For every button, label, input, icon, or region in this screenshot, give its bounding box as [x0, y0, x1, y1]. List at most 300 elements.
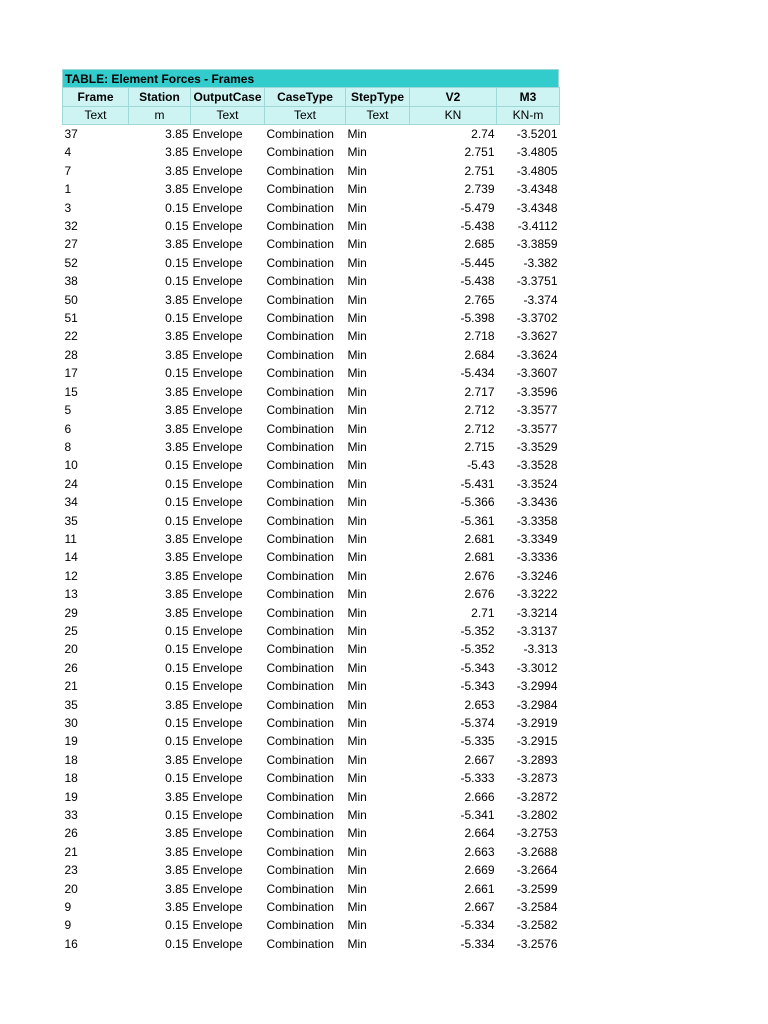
v2-cell: 2.667 [464, 900, 495, 915]
output-case-cell: Envelope [192, 513, 243, 528]
frame-cell: 50 [64, 292, 78, 307]
step-type-cell: Min [347, 550, 367, 565]
station-cell: 3.85 [165, 329, 189, 344]
station-cell: 3.85 [165, 881, 189, 896]
station-cell: 3.85 [165, 163, 189, 178]
station-cell: 0.15 [165, 495, 189, 510]
m3-cell: -3.3358 [516, 513, 558, 528]
v2-cell: -5.361 [460, 513, 495, 528]
v2-cell: 2.751 [464, 163, 495, 178]
output-case-cell: Envelope [192, 550, 243, 565]
step-type-cell: Min [347, 513, 367, 528]
step-type-cell: Min [347, 145, 367, 160]
step-type-cell: Min [347, 458, 367, 473]
table-row [63, 824, 560, 842]
output-case-cell: Envelope [192, 495, 243, 510]
case-type-cell: Combination [266, 918, 334, 933]
step-type-cell: Min [347, 642, 367, 657]
case-type-cell: Combination [266, 384, 334, 399]
m3-cell: -3.4348 [516, 182, 558, 197]
frame-cell: 28 [64, 347, 78, 362]
m3-cell: -3.3751 [516, 274, 558, 289]
station-cell: 0.15 [165, 311, 189, 326]
m3-cell: -3.374 [523, 292, 558, 307]
output-case-cell: Envelope [192, 458, 243, 473]
v2-cell: -5.434 [460, 366, 495, 381]
frame-cell: 9 [64, 918, 72, 933]
frame-cell: 26 [64, 826, 78, 841]
m3-cell: -3.3859 [516, 237, 558, 252]
case-type-cell: Combination [266, 808, 334, 823]
m3-cell: -3.3577 [516, 403, 558, 418]
table-row [63, 751, 560, 769]
frame-cell: 13 [64, 587, 78, 602]
v2-cell: -5.334 [460, 918, 495, 933]
v2-cell: 2.717 [464, 384, 495, 399]
step-type-cell: Min [347, 347, 367, 362]
output-case-cell: Envelope [192, 918, 243, 933]
output-case-cell: Envelope [192, 274, 243, 289]
station-cell: 0.15 [165, 679, 189, 694]
frame-cell: 25 [64, 623, 78, 638]
units-row [63, 107, 560, 125]
case-type-cell: Combination [266, 936, 334, 951]
output-case-cell: Envelope [192, 421, 243, 436]
m3-cell: -3.5201 [516, 127, 558, 141]
output-case-cell: Envelope [192, 789, 243, 804]
v2-cell: 2.765 [464, 292, 495, 307]
station-cell: 3.85 [165, 789, 189, 804]
v2-cell: -5.374 [460, 716, 495, 730]
case-type-cell: Combination [266, 587, 334, 602]
header-output-case: OutputCase [191, 88, 265, 107]
m3-cell: -3.3702 [516, 311, 558, 326]
step-type-cell: Min [347, 752, 367, 767]
table-row [63, 714, 560, 732]
frame-cell: 12 [64, 568, 78, 583]
output-case-cell: Envelope [192, 182, 243, 197]
station-cell: 3.85 [165, 531, 189, 546]
step-type-cell: Min [347, 863, 367, 878]
frame-cell: 19 [64, 734, 78, 749]
frame-cell: 35 [64, 513, 78, 528]
v2-cell: -5.343 [460, 660, 495, 675]
table-row [63, 696, 560, 714]
table-row [63, 567, 560, 585]
m3-cell: -3.2582 [516, 918, 558, 933]
frame-cell: 18 [64, 752, 78, 767]
v2-cell: 2.667 [464, 752, 495, 767]
m3-cell: -3.4805 [516, 145, 558, 160]
v2-cell: 2.71 [471, 605, 495, 620]
output-case-cell: Envelope [192, 200, 243, 215]
v2-cell: 2.712 [464, 403, 495, 418]
output-case-cell: Envelope [192, 403, 243, 418]
case-type-cell: Combination [266, 697, 334, 712]
v2-cell: -5.333 [460, 771, 495, 786]
station-cell: 0.15 [165, 660, 189, 675]
m3-cell: -3.3607 [516, 366, 558, 381]
step-type-cell: Min [347, 808, 367, 823]
frame-cell: 4 [64, 145, 72, 160]
v2-cell: 2.751 [464, 145, 495, 160]
station-cell: 3.85 [165, 384, 189, 399]
output-case-cell: Envelope [192, 163, 243, 178]
table-body [63, 125, 560, 954]
case-type-cell: Combination [266, 679, 334, 694]
v2-cell: 2.681 [464, 531, 495, 546]
case-type-cell: Combination [266, 660, 334, 675]
output-case-cell: Envelope [192, 808, 243, 823]
v2-cell: -5.398 [460, 311, 495, 326]
frame-cell: 23 [64, 863, 78, 878]
output-case-cell: Envelope [192, 716, 243, 730]
unit-v2: KN [410, 107, 497, 125]
m3-cell: -3.3528 [516, 458, 558, 473]
step-type-cell: Min [347, 936, 367, 951]
output-case-cell: Envelope [192, 439, 243, 454]
v2-cell: 2.653 [464, 697, 495, 712]
station-cell: 0.15 [165, 808, 189, 823]
v2-cell: -5.335 [460, 734, 495, 749]
element-forces-table-sheet [62, 69, 559, 953]
frame-cell: 5 [64, 403, 72, 418]
station-cell: 3.85 [165, 844, 189, 859]
m3-cell: -3.2893 [516, 752, 558, 767]
m3-cell: -3.2872 [516, 789, 558, 804]
output-case-cell: Envelope [192, 642, 243, 657]
table-row [63, 493, 560, 511]
v2-cell: 2.685 [464, 237, 495, 252]
case-type-cell: Combination [266, 881, 334, 896]
table-row [63, 180, 560, 198]
m3-cell: -3.3214 [516, 605, 558, 620]
output-case-cell: Envelope [192, 844, 243, 859]
case-type-cell: Combination [266, 200, 334, 215]
table-row [63, 383, 560, 401]
v2-cell: 2.74 [471, 127, 495, 141]
table-row [63, 456, 560, 474]
station-cell: 0.15 [165, 623, 189, 638]
header-v2: V2 [410, 88, 497, 107]
station-cell: 0.15 [165, 513, 189, 528]
table-row [63, 585, 560, 603]
step-type-cell: Min [347, 679, 367, 694]
case-type-cell: Combination [266, 476, 334, 491]
frame-cell: 30 [64, 716, 78, 730]
v2-cell: -5.366 [460, 495, 495, 510]
case-type-cell: Combination [266, 219, 334, 234]
case-type-cell: Combination [266, 716, 334, 730]
m3-cell: -3.2584 [516, 900, 558, 915]
station-cell: 3.85 [165, 237, 189, 252]
step-type-cell: Min [347, 366, 367, 381]
case-type-cell: Combination [266, 366, 334, 381]
step-type-cell: Min [347, 734, 367, 749]
v2-cell: 2.676 [464, 587, 495, 602]
frame-cell: 18 [64, 771, 78, 786]
station-cell: 3.85 [165, 605, 189, 620]
v2-cell: 2.684 [464, 347, 495, 362]
output-case-cell: Envelope [192, 863, 243, 878]
step-type-cell: Min [347, 127, 367, 141]
output-case-cell: Envelope [192, 145, 243, 160]
station-cell: 0.15 [165, 771, 189, 786]
v2-cell: 2.664 [464, 826, 495, 841]
v2-cell: 2.718 [464, 329, 495, 344]
v2-cell: -5.352 [460, 642, 495, 657]
element-forces-table [62, 87, 560, 953]
table-row [63, 769, 560, 787]
station-cell: 0.15 [165, 219, 189, 234]
v2-cell: 2.669 [464, 863, 495, 878]
table-row [63, 843, 560, 861]
case-type-cell: Combination [266, 329, 334, 344]
case-type-cell: Combination [266, 255, 334, 270]
v2-cell: -5.43 [467, 458, 495, 473]
case-type-cell: Combination [266, 863, 334, 878]
output-case-cell: Envelope [192, 329, 243, 344]
table-row [63, 732, 560, 750]
case-type-cell: Combination [266, 752, 334, 767]
table-row [63, 272, 560, 290]
step-type-cell: Min [347, 826, 367, 841]
step-type-cell: Min [347, 587, 367, 602]
m3-cell: -3.3137 [516, 623, 558, 638]
step-type-cell: Min [347, 844, 367, 859]
m3-cell: -3.3624 [516, 347, 558, 362]
frame-cell: 52 [64, 255, 78, 270]
frame-cell: 14 [64, 550, 78, 565]
output-case-cell: Envelope [192, 660, 243, 675]
table-row [63, 475, 560, 493]
step-type-cell: Min [347, 531, 367, 546]
step-type-cell: Min [347, 476, 367, 491]
output-case-cell: Envelope [192, 531, 243, 546]
station-cell: 3.85 [165, 292, 189, 307]
output-case-cell: Envelope [192, 219, 243, 234]
table-row [63, 604, 560, 622]
m3-cell: -3.2994 [516, 679, 558, 694]
m3-cell: -3.3577 [516, 421, 558, 436]
table-row [63, 788, 560, 806]
case-type-cell: Combination [266, 163, 334, 178]
header-frame: Frame [63, 88, 129, 107]
station-cell: 0.15 [165, 366, 189, 381]
step-type-cell: Min [347, 623, 367, 638]
case-type-cell: Combination [266, 900, 334, 915]
table-row [63, 254, 560, 272]
v2-cell: 2.681 [464, 550, 495, 565]
table-row [63, 162, 560, 180]
table-row [63, 659, 560, 677]
step-type-cell: Min [347, 329, 367, 344]
frame-cell: 19 [64, 789, 78, 804]
station-cell: 3.85 [165, 568, 189, 583]
frame-cell: 11 [64, 531, 77, 546]
case-type-cell: Combination [266, 421, 334, 436]
m3-cell: -3.2753 [516, 826, 558, 841]
step-type-cell: Min [347, 789, 367, 804]
table-title: TABLE: Element Forces - Frames [62, 69, 559, 87]
station-cell: 3.85 [165, 439, 189, 454]
step-type-cell: Min [347, 384, 367, 399]
output-case-cell: Envelope [192, 311, 243, 326]
table-row [63, 548, 560, 566]
m3-cell: -3.4348 [516, 200, 558, 215]
m3-cell: -3.3529 [516, 439, 558, 454]
table-row [63, 291, 560, 309]
output-case-cell: Envelope [192, 900, 243, 915]
unit-frame: Text [63, 107, 129, 125]
table-row [63, 420, 560, 438]
table-row [63, 364, 560, 382]
step-type-cell: Min [347, 918, 367, 933]
station-cell: 3.85 [165, 752, 189, 767]
step-type-cell: Min [347, 660, 367, 675]
step-type-cell: Min [347, 881, 367, 896]
table-row [63, 622, 560, 640]
station-cell: 0.15 [165, 476, 189, 491]
table-row [63, 438, 560, 456]
m3-cell: -3.3222 [516, 587, 558, 602]
v2-cell: -5.438 [460, 274, 495, 289]
m3-cell: -3.3349 [516, 531, 558, 546]
case-type-cell: Combination [266, 347, 334, 362]
case-type-cell: Combination [266, 568, 334, 583]
case-type-cell: Combination [266, 439, 334, 454]
frame-cell: 33 [64, 808, 78, 823]
case-type-cell: Combination [266, 458, 334, 473]
m3-cell: -3.3436 [516, 495, 558, 510]
station-cell: 0.15 [165, 458, 189, 473]
station-cell: 3.85 [165, 145, 189, 160]
m3-cell: -3.382 [523, 255, 558, 270]
station-cell: 3.85 [165, 826, 189, 841]
case-type-cell: Combination [266, 403, 334, 418]
station-cell: 3.85 [165, 550, 189, 565]
output-case-cell: Envelope [192, 752, 243, 767]
v2-cell: -5.343 [460, 679, 495, 694]
v2-cell: -5.479 [460, 200, 495, 215]
m3-cell: -3.2599 [516, 881, 558, 896]
step-type-cell: Min [347, 274, 367, 289]
output-case-cell: Envelope [192, 936, 243, 951]
case-type-cell: Combination [266, 513, 334, 528]
station-cell: 3.85 [165, 697, 189, 712]
frame-cell: 20 [64, 881, 78, 896]
frame-cell: 38 [64, 274, 78, 289]
unit-case-type: Text [265, 107, 346, 125]
case-type-cell: Combination [266, 734, 334, 749]
v2-cell: -5.341 [460, 808, 495, 823]
output-case-cell: Envelope [192, 734, 243, 749]
table-row [63, 806, 560, 824]
m3-cell: -3.3596 [516, 384, 558, 399]
m3-cell: -3.2688 [516, 844, 558, 859]
output-case-cell: Envelope [192, 697, 243, 712]
step-type-cell: Min [347, 219, 367, 234]
case-type-cell: Combination [266, 605, 334, 620]
frame-cell: 10 [64, 458, 78, 473]
output-case-cell: Envelope [192, 127, 243, 141]
m3-cell: -3.2802 [516, 808, 558, 823]
case-type-cell: Combination [266, 495, 334, 510]
table-row [63, 512, 560, 530]
m3-cell: -3.2576 [516, 936, 558, 951]
table-row [63, 916, 560, 934]
station-cell: 3.85 [165, 587, 189, 602]
v2-cell: 2.712 [464, 421, 495, 436]
frame-cell: 26 [64, 660, 78, 675]
header-case-type: CaseType [265, 88, 346, 107]
frame-cell: 9 [64, 900, 72, 915]
step-type-cell: Min [347, 255, 367, 270]
station-cell: 3.85 [165, 347, 189, 362]
m3-cell: -3.4805 [516, 163, 558, 178]
v2-cell: -5.352 [460, 623, 495, 638]
v2-cell: 2.676 [464, 568, 495, 583]
case-type-cell: Combination [266, 844, 334, 859]
frame-cell: 3 [64, 200, 72, 215]
frame-cell: 27 [64, 237, 78, 252]
output-case-cell: Envelope [192, 366, 243, 381]
table-row [63, 309, 560, 327]
v2-cell: -5.445 [460, 255, 495, 270]
step-type-cell: Min [347, 182, 367, 197]
step-type-cell: Min [347, 237, 367, 252]
v2-cell: -5.334 [460, 936, 495, 951]
step-type-cell: Min [347, 403, 367, 418]
case-type-cell: Combination [266, 789, 334, 804]
table-row [63, 880, 560, 898]
frame-cell: 6 [64, 421, 72, 436]
m3-cell: -3.2873 [516, 771, 558, 786]
output-case-cell: Envelope [192, 623, 243, 638]
station-cell: 0.15 [165, 274, 189, 289]
step-type-cell: Min [347, 495, 367, 510]
station-cell: 3.85 [165, 403, 189, 418]
table-row [63, 935, 560, 953]
m3-cell: -3.2919 [516, 716, 558, 730]
frame-cell: 24 [64, 476, 78, 491]
step-type-cell: Min [347, 568, 367, 583]
table-row [63, 677, 560, 695]
column-header-row [63, 88, 560, 107]
output-case-cell: Envelope [192, 476, 243, 491]
case-type-cell: Combination [266, 826, 334, 841]
case-type-cell: Combination [266, 311, 334, 326]
header-m3: M3 [497, 88, 560, 107]
unit-station: m [129, 107, 191, 125]
table-row [63, 125, 560, 144]
table-row [63, 401, 560, 419]
table-row [63, 235, 560, 253]
station-cell: 3.85 [165, 863, 189, 878]
frame-cell: 32 [64, 219, 78, 234]
station-cell: 0.15 [165, 716, 189, 730]
v2-cell: 2.663 [464, 844, 495, 859]
step-type-cell: Min [347, 421, 367, 436]
table-row [63, 143, 560, 161]
station-cell: 3.85 [165, 900, 189, 915]
v2-cell: 2.661 [464, 881, 495, 896]
step-type-cell: Min [347, 771, 367, 786]
station-cell: 0.15 [165, 936, 189, 951]
output-case-cell: Envelope [192, 826, 243, 841]
case-type-cell: Combination [266, 642, 334, 657]
table-row [63, 898, 560, 916]
